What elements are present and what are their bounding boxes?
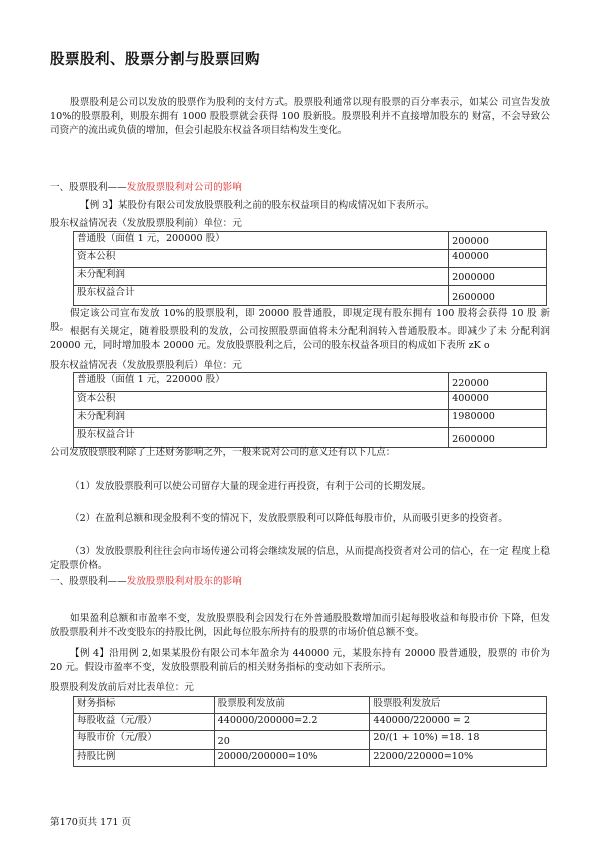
table-cell: 每股收益（元/股） (74, 714, 215, 731)
table-cell: 20 (214, 731, 370, 750)
point-1: （1）发放股票股利可以使公司留存大量的现金进行再投资，有利于公司的长期发展。 (70, 481, 432, 492)
table-cell: 持股比例 (74, 750, 215, 767)
table-cell: 未分配利润 (74, 268, 449, 286)
table-cell: 股东权益合计 (74, 286, 449, 306)
table-cell: 资本公积 (74, 392, 449, 410)
page-footer: 第170页共 171 页 (50, 817, 132, 828)
table-header-cell: 财务指标 (74, 697, 215, 714)
table-row (74, 714, 547, 731)
table-row (74, 428, 547, 448)
section-heading-1-prefix: 一、股票股利—— (50, 182, 127, 193)
rule-paragraph: 根据有关规定，随着股票股利的发放，公司按照股票面值将未分配利润转入普通股股本。即减少了未 分配利润 20000 元，同时增加股本 20000 元。发放股票股利之后，公司的股东权益各项目的构成如下表所 zK o (50, 326, 550, 351)
table-cell: 资本公积 (74, 250, 449, 268)
intro-paragraph: 股票股利是公司以发放的股票作为股利的支付方式。股票股利通常以现有股票的百分率表示，如某公 司宣告发放 10%的股票股利，则股东拥有 1000 股股票就会获得 100 股新股。股票股利并不直接增加股东的 财富，不会导致公司资产的流出或负债的增加，但会引起股东权益各项目结构发生变化。 (50, 97, 550, 136)
table-cell: 20/(1 + 10%) =18. 18 (370, 731, 547, 750)
table-row (74, 373, 547, 392)
table-header-cell: 股票股利发放后 (370, 697, 547, 714)
section-heading-2-prefix: 一、股票股利—— (50, 576, 127, 587)
section-heading-2-highlight: 发放股票股利对股东的影响 (126, 576, 242, 587)
table-cell: 20000/200000=10% (214, 750, 370, 767)
table-row (74, 286, 547, 306)
table-cell: 每股市价（元/股） (74, 731, 215, 750)
table-row (74, 750, 547, 767)
table-cell: 1980000 (449, 410, 547, 428)
table-cell: 440000/220000 = 2 (370, 714, 547, 731)
equity-table-before (73, 231, 547, 306)
table-cell: 未分配利润 (74, 410, 449, 428)
section-heading-1-highlight: 发放股票股利对公司的影响 (126, 182, 242, 193)
table-cell: 400000 (449, 392, 547, 410)
page-title: 股票股利、股票分割与股票回购 (50, 52, 260, 68)
holder-paragraph: 如果盈利总额和市盈率不变，发放股票股利会因发行在外普通股股数增加而引起每股收益和每股市价 下降，但发放股票股利并不改变股东的持股比例，因此每位股东所持有的股票的市场价值总额不变。 (50, 613, 550, 638)
table-cell: 22000/220000=10% (370, 750, 547, 767)
equity-table-after (73, 372, 547, 448)
table-cell: 2600000 (449, 286, 547, 306)
table-cell: 220000 (449, 373, 547, 392)
table2-caption: 股东权益情况表（发放股票股利后）单位：元 (50, 360, 242, 371)
table-row (74, 410, 547, 428)
table-row (74, 250, 547, 268)
section-heading-2 (50, 575, 242, 589)
meaning-paragraph: 公司发放股票股利除了上述财务影响之外，一般来说对公司的意义还有以下几点： (50, 447, 396, 458)
table-row (74, 392, 547, 410)
example-4-text: 【例 4】沿用例 2,如果某股份有限公司本年盈余为 440000 元，某股东持有 20000 股普通股，股票的 市价为 20 元。假设市盈率不变，发放股票股利前后的相关财务指标的变动如下表所示。 (50, 648, 550, 673)
table1-caption: 股东权益情况表（发放股票股利前）单位：元 (50, 218, 242, 229)
comparison-table (73, 696, 547, 767)
table-cell: 股东权益合计 (74, 428, 449, 448)
table-cell: 普通股（面值 1 元，200000 股） (74, 232, 449, 250)
table-cell: 200000 (449, 232, 547, 250)
table-row (74, 731, 547, 750)
table-cell: 2000000 (449, 268, 547, 286)
table-row (74, 232, 547, 250)
table-row (74, 268, 547, 286)
table-cell: 440000/200000=2.2 (214, 714, 370, 731)
table-cell: 2600000 (449, 428, 547, 448)
assume-paragraph: 假定该公司宣布发放 10%的股票股利，即 20000 股普通股，即规定现有股东拥有 100 股将会获得 10 股 新股。 (50, 308, 550, 333)
example-3-text: 【例 3】某股份有限公司发放股票股利之前的股东权益项目的构成情况如下表所示。 (80, 200, 435, 211)
table3-caption: 股票股利发放前后对比表单位：元 (50, 682, 194, 693)
table-cell: 普通股（面值 1 元，220000 股） (74, 373, 449, 392)
table-header-row (74, 697, 547, 714)
table-cell: 400000 (449, 250, 547, 268)
table-header-cell: 股票股利发放前 (214, 697, 370, 714)
point-3: （3）发放股票股利往往会向市场传递公司将会继续发展的信息，从而提高投资者对公司的信心，在一定 程度上稳定股票价格。 (50, 546, 550, 571)
point-2: （2）在盈利总额和现金股利不变的情况下，发放股票股利可以降低每股市价，从而吸引更多的投资者。 (70, 513, 508, 524)
section-heading-1 (50, 181, 242, 195)
